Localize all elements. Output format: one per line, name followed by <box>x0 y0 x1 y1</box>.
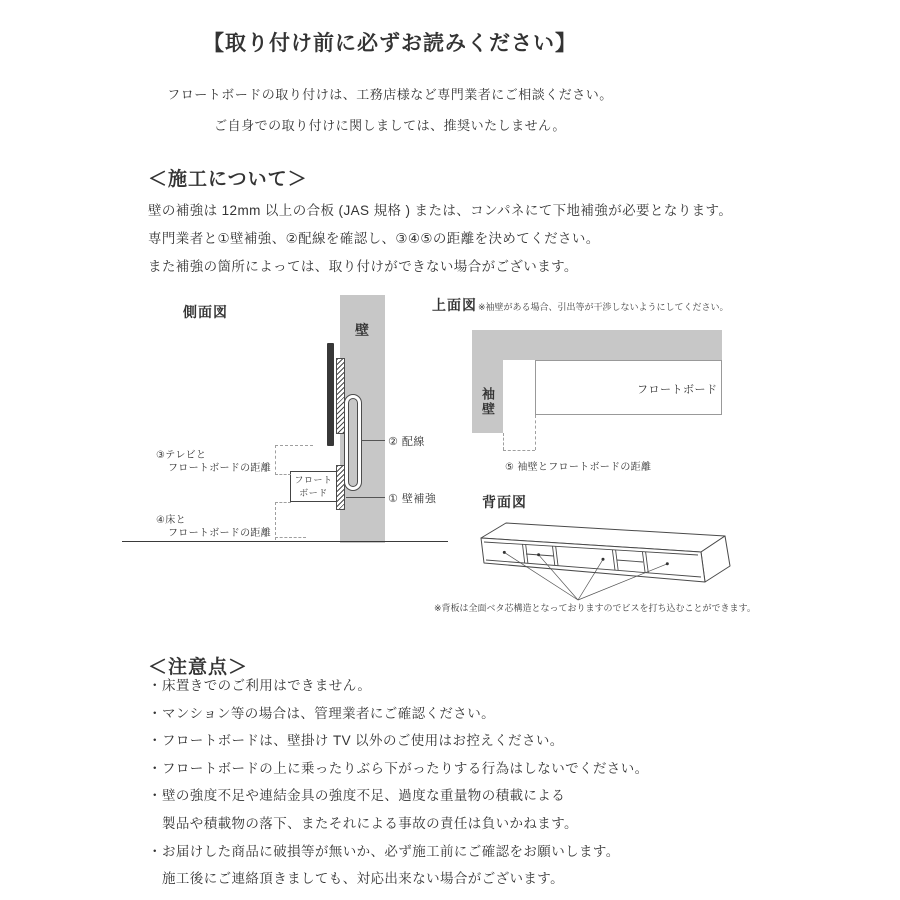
page-title: 【取り付け前に必ずお読みください】 <box>203 32 577 56</box>
back-view-drawing <box>473 516 738 604</box>
caution-item-5-cont <box>148 812 748 840</box>
dim5-dash-left <box>503 433 504 450</box>
side-view-wall-label: 壁 <box>355 322 370 338</box>
caution-text: マンション等の場合は、管理業者にご確認ください。 <box>162 705 495 721</box>
bullet-glyph: ・ <box>148 788 162 804</box>
dim4-label-line1: ④床と <box>156 515 186 526</box>
top-view-note: ※袖壁がある場合、引出等が干渉しないようにしてください。 <box>478 302 729 312</box>
wiring-leader-line <box>361 440 385 441</box>
side-view-title: 側面図 <box>183 304 228 320</box>
caution-text: お届けした商品に破損等が無いか、必ず施工前にご確認をお願いします。 <box>162 843 620 859</box>
bullet-glyph: ・ <box>148 733 162 749</box>
construction-line-2: 専門業者と①壁補強、②配線を確認し、③④⑤の距離を決めてください。 <box>148 230 600 246</box>
section-heading-cautions: ＜注意点＞ <box>148 656 249 678</box>
intro-line-2: ご自身での取り付けに関しましては、推奨いたしません。 <box>214 118 566 133</box>
reinforce-leader-line <box>346 497 385 498</box>
back-view-title: 背面図 <box>482 494 527 510</box>
side-view-board-label-line2: ボード <box>299 488 328 499</box>
caution-item-2 <box>148 702 748 730</box>
caution-item-6-cont <box>148 867 748 895</box>
top-view-title: 上面図 <box>432 297 477 313</box>
bullet-glyph: ・ <box>148 678 162 693</box>
caution-item-5 <box>148 784 748 812</box>
dim4-dash-vertical <box>275 502 276 540</box>
dim5-dash-bottom <box>503 450 535 451</box>
intro-line-1: フロートボードの取り付けは、工務店様など専門業者にご相談ください。 <box>167 87 613 102</box>
side-view-cable-loop-hole <box>348 398 358 487</box>
side-view-cable-loop <box>344 394 362 491</box>
bullet-glyph: ・ <box>148 843 162 859</box>
caution-text: 施工後にご連絡頂きましても、対応出来ない場合がございます。 <box>162 871 565 887</box>
caution-item-3 <box>148 729 748 757</box>
caution-text: 壁の強度不足や連結金具の強度不足、過度な重量物の積載による <box>162 788 566 804</box>
back-view-note: ※背板は全面ベタ芯構造となっておりますのでビスを打ち込むことができます。 <box>434 603 756 613</box>
caution-text: 床置きでのご利用はできません。 <box>162 678 372 693</box>
side-view-floor-line <box>122 541 448 542</box>
cautions-list <box>148 674 748 895</box>
dim3-dash-bottom <box>275 474 291 475</box>
caution-item-6 <box>148 840 748 868</box>
bullet-glyph: ・ <box>148 760 162 776</box>
caution-item-4 <box>148 757 748 785</box>
wiring-callout: ② 配線 <box>388 436 425 448</box>
top-view-main-wall <box>472 330 722 360</box>
dim4-dash-bottom <box>275 537 306 538</box>
dim5-label: ⑤ 袖壁とフロートボードの距離 <box>505 462 652 473</box>
caution-text: フロートボードは、壁掛け TV 以外のご使用はお控えください。 <box>162 733 564 749</box>
side-view-reinforcement-upper <box>336 358 345 434</box>
dim3-label-line2: フロートボードの距離 <box>168 463 271 474</box>
caution-item-1 <box>148 674 748 702</box>
construction-line-3: また補強の箇所によっては、取り付けができない場合がございます。 <box>148 258 578 274</box>
side-view-tv <box>327 343 334 446</box>
side-view-board-label-line1: フロート <box>294 475 333 485</box>
section-heading-construction: ＜施工について＞ <box>148 168 308 190</box>
bullet-glyph: ・ <box>148 705 162 721</box>
caution-text: 製品や積載物の落下、またそれによる事故の責任は負いかねます。 <box>162 815 578 831</box>
top-view-board-label: フロートボード <box>637 384 718 396</box>
dim3-dash-vertical <box>275 445 276 475</box>
dim5-dash-right <box>535 415 536 450</box>
dim3-label-line1: ③テレビと <box>156 450 207 461</box>
reinforce-callout: ① 壁補強 <box>388 493 437 505</box>
side-view-reinforcement-lower <box>336 465 345 510</box>
dim4-dash-top <box>275 502 291 503</box>
top-view-side-wall-label: 袖壁 <box>480 387 495 417</box>
side-view-float-board <box>290 471 337 502</box>
dim3-dash-top <box>275 445 313 446</box>
construction-line-1: 壁の補強は 12mm 以上の合板 (JAS 規格 ) または、コンパネにて下地補強が必要となります。 <box>148 202 733 218</box>
caution-text: フロートボードの上に乗ったりぶら下がったりする行為はしないでください。 <box>162 760 649 776</box>
dim4-label-line2: フロートボードの距離 <box>168 528 271 539</box>
